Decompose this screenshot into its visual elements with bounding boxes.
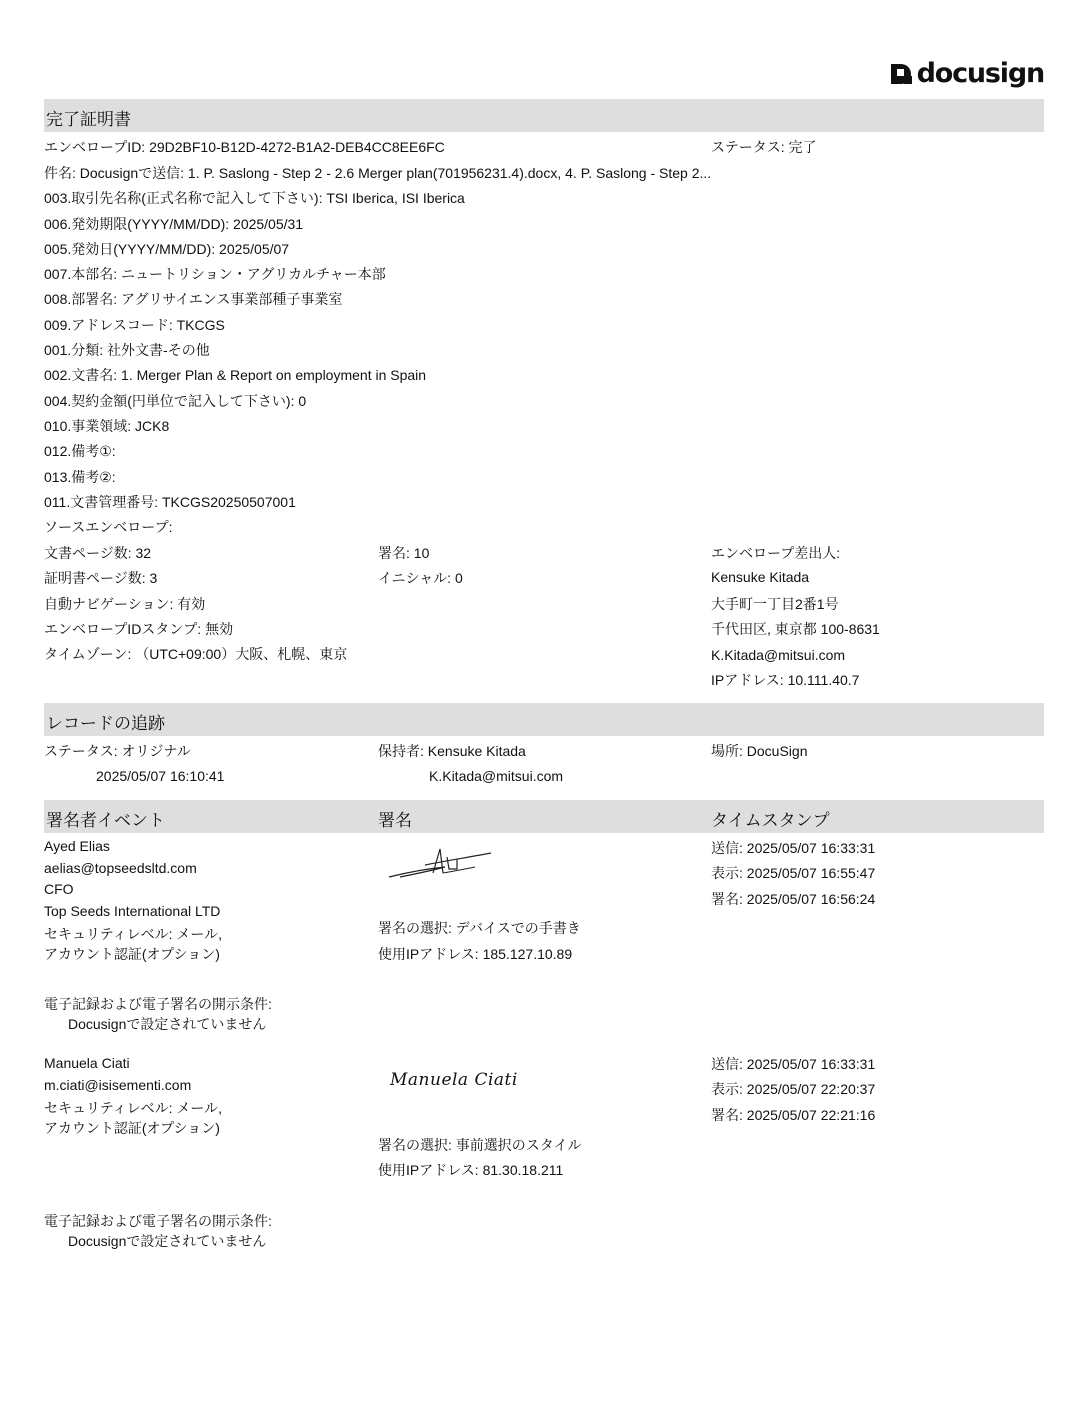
custom-field: 007.本部名: ニュートリション・アグリカルチャー本部 [44, 266, 386, 282]
custom-field: 001.分類: 社外文書-その他 [44, 342, 210, 358]
custom-field: 006.発効期限(YYYY/MM/DD): 2025/05/31 [44, 216, 304, 232]
sender-heading: エンベロープ差出人: [711, 545, 841, 561]
signer-events-header-bar [44, 800, 1044, 833]
signer-email: m.ciati@isisementi.com [44, 1077, 192, 1093]
logo-text: docusign [916, 58, 1044, 89]
cert-page-count: 証明書ページ数: 3 [44, 570, 158, 586]
custom-field: 013.備考②: [44, 469, 116, 485]
completion-title: 完了証明書 [46, 110, 131, 129]
envelope-status: ステータス: 完了 [711, 139, 817, 155]
tracking-status: ステータス: オリジナル [44, 743, 191, 759]
docusign-logo [889, 58, 1044, 89]
source-envelope-label: ソースエンベロープ: [44, 519, 173, 535]
tracking-location: 場所: DocuSign [711, 743, 808, 759]
sender-name: Kensuke Kitada [711, 569, 810, 585]
styled-signature: Manuela Ciati [390, 1070, 518, 1090]
time-zone: タイムゾーン: （UTC+09:00）大阪、札幌、東京 [44, 646, 348, 662]
sender-ip: IPアドレス: 10.111.40.7 [711, 672, 860, 688]
custom-field: 003.取引先名称(正式名称で記入して下さい): TSI Iberica, ISI Iberica [44, 190, 465, 206]
col-signature: 署名 [378, 811, 412, 830]
signer-account-auth: アカウント認証(オプション) [44, 946, 220, 962]
signer-ip: 使用IPアドレス: 81.30.18.211 [378, 1162, 564, 1178]
custom-field: 008.部署名: アグリサイエンス事業部種子事業室 [44, 291, 343, 307]
tracking-header-bar [44, 703, 1044, 736]
custom-field: 010.事業領域: JCK8 [44, 418, 170, 434]
tracking-holder: 保持者: Kensuke Kitada [378, 743, 526, 759]
col-signer-events: 署名者イベント [46, 811, 165, 830]
disclosure-value: Docusignで設定されていません [68, 1233, 267, 1249]
envelope-subject: 件名: Docusignで送信: 1. P. Saslong - Step 2 - 2.6 Merger plan(701956231.4).docx, 4. P. Saslong - Step 2... [44, 165, 712, 181]
doc-page-count: 文書ページ数: 32 [44, 545, 152, 561]
signature-type: 署名の選択: 事前選択のスタイル [378, 1137, 582, 1153]
tracking-holder-email: K.Kitada@mitsui.com [429, 768, 564, 784]
tracking-title: レコードの追跡 [46, 714, 165, 733]
signer-ip: 使用IPアドレス: 185.127.10.89 [378, 946, 573, 962]
disclosure-label: 電子記録および電子署名の開示条件: [44, 1213, 272, 1229]
signature-type: 署名の選択: デバイスでの手書き [378, 920, 581, 936]
custom-field: 005.発効日(YYYY/MM/DD): 2025/05/07 [44, 241, 290, 257]
sender-city: 千代田区, 東京都 100-8631 [711, 621, 880, 637]
handwritten-signature-image [385, 843, 495, 883]
custom-field: 004.契約金額(円単位で記入して下さい): 0 [44, 393, 307, 409]
signer-name: Ayed Elias [44, 838, 110, 854]
timestamp-viewed: 表示: 2025/05/07 16:55:47 [711, 865, 876, 881]
timestamp-sent: 送信: 2025/05/07 16:33:31 [711, 840, 876, 856]
timestamp-signed: 署名: 2025/05/07 16:56:24 [711, 891, 876, 907]
signer-email: aelias@topseedsltd.com [44, 860, 197, 876]
tracking-date: 2025/05/07 16:10:41 [96, 768, 225, 784]
sender-address: 大手町一丁目2番1号 [711, 596, 839, 612]
signer-security-level: セキュリティレベル: メール, [44, 1100, 222, 1116]
signer-title: CFO [44, 881, 74, 897]
envelope-id-stamp: エンベロープIDスタンプ: 無効 [44, 621, 234, 637]
signer-company: Top Seeds International LTD [44, 903, 221, 919]
timestamp-signed: 署名: 2025/05/07 22:21:16 [711, 1107, 876, 1123]
sender-email: K.Kitada@mitsui.com [711, 647, 846, 663]
initial-count: イニシャル: 0 [378, 570, 463, 586]
signer-account-auth: アカウント認証(オプション) [44, 1120, 220, 1136]
envelope-id: エンベロープID: 29D2BF10-B12D-4272-B1A2-DEB4CC8EE6FC [44, 139, 445, 155]
disclosure-value: Docusignで設定されていません [68, 1016, 267, 1032]
signature-count: 署名: 10 [378, 545, 430, 561]
completion-header-bar [44, 99, 1044, 132]
auto-navigation: 自動ナビゲーション: 有効 [44, 596, 206, 612]
timestamp-viewed: 表示: 2025/05/07 22:20:37 [711, 1081, 876, 1097]
custom-field: 009.アドレスコード: TKCGS [44, 317, 225, 333]
timestamp-sent: 送信: 2025/05/07 16:33:31 [711, 1056, 876, 1072]
custom-field: 012.備考①: [44, 443, 116, 459]
custom-field: 011.文書管理番号: TKCGS20250507001 [44, 494, 296, 510]
col-timestamp: タイムスタンプ [711, 811, 830, 830]
docusign-logo-icon [889, 61, 914, 86]
signer-security-level: セキュリティレベル: メール, [44, 926, 222, 942]
disclosure-label: 電子記録および電子署名の開示条件: [44, 996, 272, 1012]
signer-name: Manuela Ciati [44, 1055, 130, 1071]
custom-field: 002.文書名: 1. Merger Plan & Report on employment in Spain [44, 367, 427, 383]
